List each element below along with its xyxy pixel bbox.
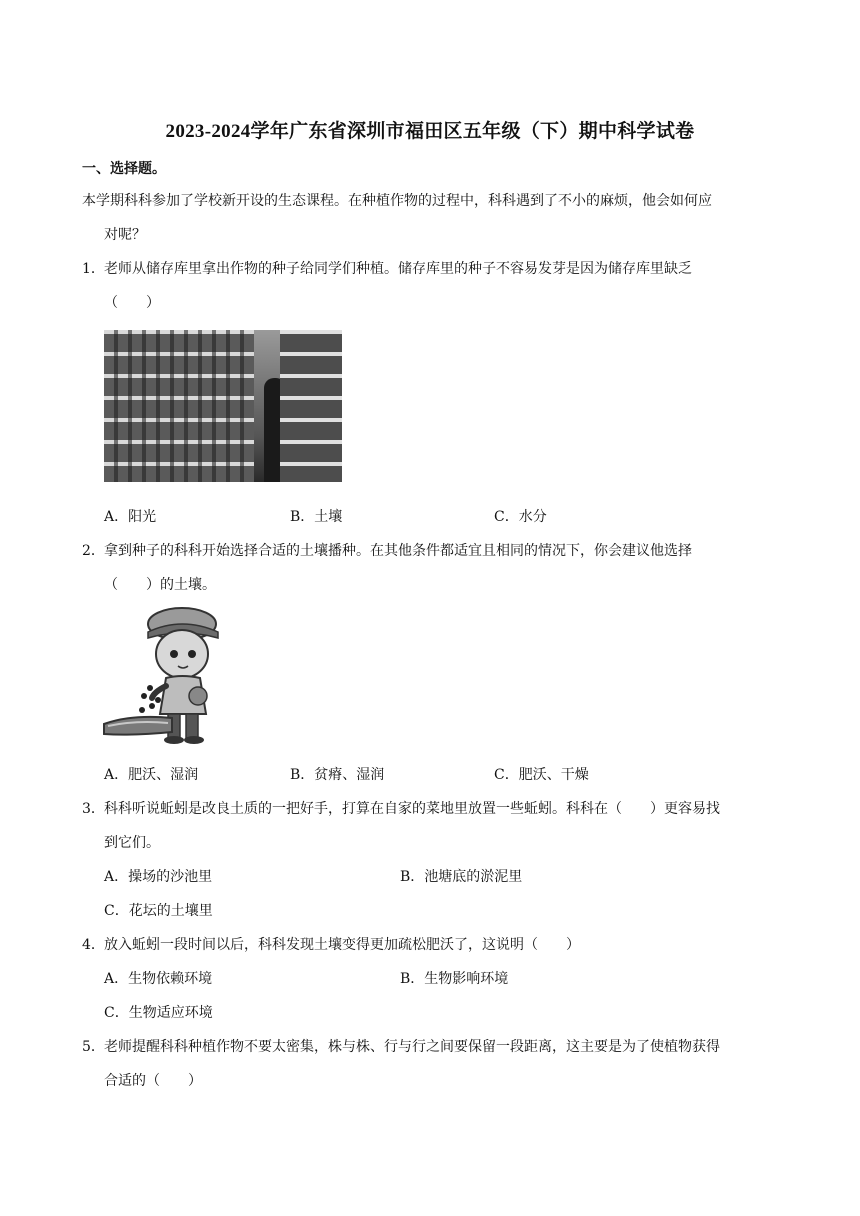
question-2-option-c[interactable]: C．肥沃、干燥 [494,767,589,783]
child-sowing-seeds-illustration [102,602,232,744]
seed-storage-photo [104,330,342,482]
question-2-number: 2． [82,543,105,559]
question-3-text: 科科听说蚯蚓是改良土质的一把好手，打算在自家的菜地里放置一些蚯蚓。科科在（ ）更容易找 [104,801,720,817]
question-4-option-c[interactable]: C．生物适应环境 [104,1005,213,1021]
page-title: 2023-2024学年广东省深圳市福田区五年级（下）期中科学试卷 [165,121,695,142]
question-3-option-b[interactable]: B．池塘底的淤泥里 [400,869,523,885]
question-1-text: 老师从储存库里拿出作物的种子给同学们种植。储存库里的种子不容易发芽是因为储存库里缺乏 [104,261,692,277]
question-3-option-a[interactable]: A．操场的沙池里 [104,869,213,885]
question-4-text: 放入蚯蚓一段时间以后，科科发现土壤变得更加疏松肥沃了，这说明（ ） [104,937,580,953]
question-3-option-c[interactable]: C．花坛的土壤里 [104,903,213,919]
question-3-number: 3． [82,801,105,817]
question-5-text: 老师提醒科科种植作物不要太密集，株与株、行与行之间要保留一段距离，这主要是为了使植物获得 [104,1039,720,1055]
question-1-option-a[interactable]: A．阳光 [104,509,157,525]
question-1-text-2: （ ） [104,295,160,311]
question-3-text-2: 到它们。 [104,835,160,851]
intro-line-1: 本学期科科参加了学校新开设的生态课程。在种植作物的过程中，科科遇到了不小的麻烦，他会如何应 [82,193,712,209]
question-1-option-b[interactable]: B．土壤 [290,509,343,525]
question-5-text-2: 合适的（ ） [104,1073,202,1089]
question-4-option-b[interactable]: B．生物影响环境 [400,971,509,987]
question-2-option-b[interactable]: B．贫瘠、湿润 [290,767,385,783]
section-heading: 一、选择题。 [82,161,166,177]
question-2-text-2: （ ）的土壤。 [104,577,216,593]
question-1-number: 1． [82,261,105,277]
question-5-number: 5． [82,1039,105,1055]
intro-line-2: 对呢？ [104,227,146,243]
question-4-option-a[interactable]: A．生物依赖环境 [104,971,213,987]
question-2-option-a[interactable]: A．肥沃、湿润 [104,767,199,783]
question-2-text: 拿到种子的科科开始选择合适的土壤播种。在其他条件都适宜且相同的情况下，你会建议他选择 [104,543,692,559]
question-4-number: 4． [82,937,105,953]
question-1-option-c[interactable]: C．水分 [494,509,547,525]
